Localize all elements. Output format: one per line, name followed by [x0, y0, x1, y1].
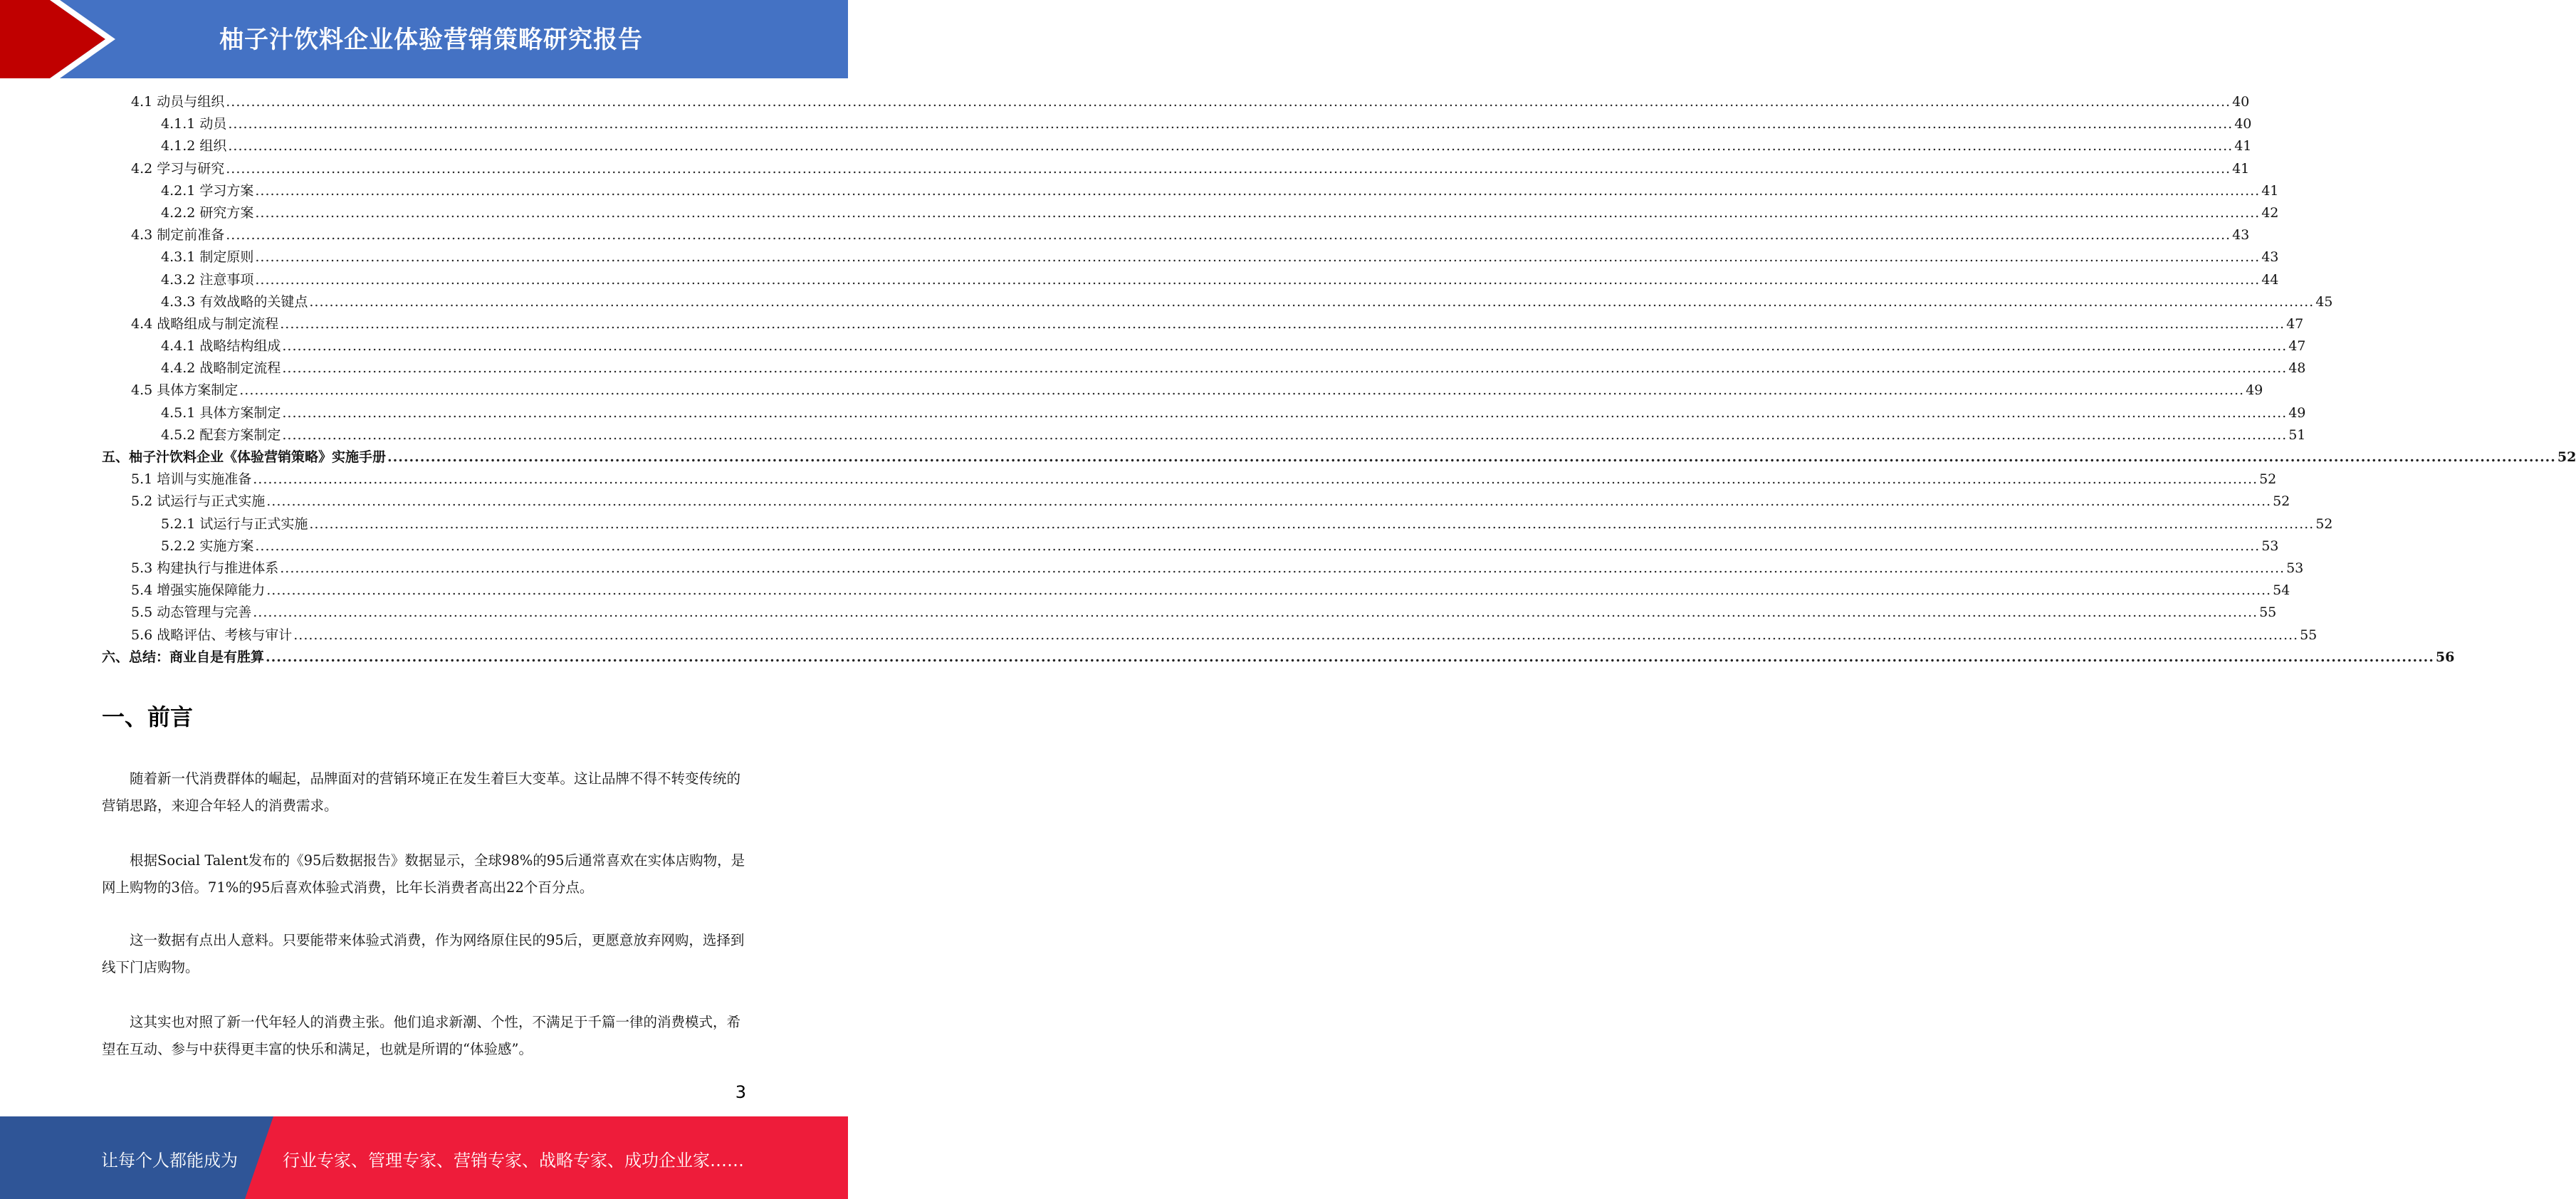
toc-entry-title: 五、柚子汁饮料企业《体验营销策略》实施手册 — [102, 449, 387, 465]
toc-entry-title: 4.2.1 学习方案 — [161, 182, 254, 199]
toc-entry[interactable] — [102, 491, 2290, 513]
page-footer — [0, 1116, 848, 1199]
toc-dot-leader: ................................................................................................................................................................................................................................................................................................................................................................................................................ — [266, 649, 2434, 665]
toc-entry[interactable] — [102, 379, 2263, 402]
toc-dot-leader: ................................................................................................................................................................................................................................................................................................................................................................................................................ — [266, 582, 2272, 599]
toc-entry-title: 5.2.2 实施方案 — [161, 538, 254, 554]
toc-entry[interactable] — [102, 446, 2576, 468]
toc-dot-leader: ................................................................................................................................................................................................................................................................................................................................................................................................................ — [255, 182, 2261, 199]
toc-entry[interactable] — [102, 224, 2250, 246]
toc-dot-leader: ................................................................................................................................................................................................................................................................................................................................................................................................................ — [280, 315, 2286, 332]
toc-entry[interactable] — [102, 513, 2333, 535]
toc-entry-page: 40 — [2234, 116, 2252, 132]
paragraph-3: 这一数据有点出人意料。只要能带来体验式消费，作为网络原住民的95后，更愿意放弃网购，选择到线下门店购物。 — [102, 932, 745, 975]
toc-dot-leader: ................................................................................................................................................................................................................................................................................................................................................................................................................ — [293, 627, 2299, 643]
toc-entry-page: 45 — [2315, 293, 2333, 310]
toc-dot-leader: ................................................................................................................................................................................................................................................................................................................................................................................................................ — [255, 249, 2261, 266]
toc-entry-title: 4.1.2 组织 — [161, 138, 227, 155]
toc-entry-page: 44 — [2261, 271, 2279, 288]
toc-entry-page: 49 — [2288, 404, 2306, 421]
toc-dot-leader: ................................................................................................................................................................................................................................................................................................................................................................................................................ — [387, 449, 2556, 465]
page-header — [0, 0, 848, 78]
toc-entry-title: 4.3.1 制定原则 — [161, 249, 254, 266]
toc-entry-page: 48 — [2288, 360, 2306, 377]
toc-dot-leader: ................................................................................................................................................................................................................................................................................................................................................................................................................ — [226, 94, 2231, 110]
toc-dot-leader: ................................................................................................................................................................................................................................................................................................................................................................................................................ — [266, 493, 2272, 510]
toc-entry-page: 47 — [2288, 338, 2306, 355]
toc-entry[interactable] — [102, 91, 2250, 113]
toc-entry-title: 4.2.2 研究方案 — [161, 204, 254, 221]
toc-entry-title: 5.1 培训与实施准备 — [131, 471, 252, 488]
paragraph-1: 随着新一代消费群体的崛起，品牌面对的营销环境正在发生着巨大变革。这让品牌不得不转变传统的营销思路，来迎合年轻人的消费需求。 — [102, 770, 741, 814]
footer-slogan-right: 行业专家、管理专家、营销专家、战略专家、成功企业家…… — [283, 1151, 744, 1171]
toc-entry-title: 4.3 制定前准备 — [131, 227, 225, 244]
toc-entry-title: 4.5 具体方案制定 — [131, 382, 239, 399]
toc-entry[interactable] — [102, 246, 2279, 268]
toc-entry-page: 55 — [2259, 604, 2277, 621]
toc-entry-page: 52 — [2273, 493, 2290, 510]
toc-entry-title: 5.5 动态管理与完善 — [131, 604, 252, 621]
toc-entry-title: 5.2 试运行与正式实施 — [131, 493, 266, 510]
toc-entry-title: 5.3 构建执行与推进体系 — [131, 560, 279, 576]
toc-entry-title: 4.5.2 配套方案制定 — [161, 426, 281, 443]
toc-dot-leader: ................................................................................................................................................................................................................................................................................................................................................................................................................ — [282, 426, 2288, 443]
toc-entry-title: 4.4.1 战略结构组成 — [161, 338, 281, 355]
toc-dot-leader: ................................................................................................................................................................................................................................................................................................................................................................................................................ — [282, 338, 2288, 355]
toc-dot-leader: ................................................................................................................................................................................................................................................................................................................................................................................................................ — [239, 382, 2245, 399]
toc-entry-title: 4.5.1 具体方案制定 — [161, 404, 281, 421]
toc-dot-leader: ................................................................................................................................................................................................................................................................................................................................................................................................................ — [255, 271, 2261, 288]
toc-entry[interactable] — [102, 557, 2304, 580]
section-heading: 一、前言 — [102, 703, 194, 731]
toc-entry[interactable] — [102, 646, 2455, 669]
toc-dot-leader: ................................................................................................................................................................................................................................................................................................................................................................................................................ — [253, 604, 2258, 621]
toc-entry-title: 5.6 战略评估、考核与审计 — [131, 627, 293, 643]
toc-entry[interactable] — [102, 624, 2318, 646]
toc-entry-title: 5.2.1 试运行与正式实施 — [161, 515, 308, 532]
toc-dot-leader: ................................................................................................................................................................................................................................................................................................................................................................................................................ — [255, 204, 2261, 221]
toc-entry[interactable] — [102, 535, 2279, 557]
toc-dot-leader: ................................................................................................................................................................................................................................................................................................................................................................................................................ — [255, 538, 2261, 554]
toc-entry-page: 56 — [2435, 649, 2455, 665]
toc-entry-page: 47 — [2286, 315, 2304, 332]
toc-entry-page: 52 — [2315, 515, 2333, 532]
toc-dot-leader: ................................................................................................................................................................................................................................................................................................................................................................................................................ — [228, 116, 2234, 132]
toc-entry[interactable] — [102, 135, 2252, 157]
toc-entry[interactable] — [102, 313, 2304, 335]
toc-entry-title: 六、总结：商业自是有胜算 — [102, 649, 265, 665]
toc-entry-page: 43 — [2261, 249, 2279, 266]
toc-entry[interactable] — [102, 468, 2277, 491]
toc-entry[interactable] — [102, 580, 2290, 602]
toc-entry-page: 52 — [2259, 471, 2277, 488]
document-title: 柚子汁饮料企业体验营销策略研究报告 — [219, 26, 643, 54]
toc-entry-page: 42 — [2261, 204, 2279, 221]
paragraph-4: 这其实也对照了新一代年轻人的消费主张。他们追求新潮、个性，不满足于千篇一律的消费模式，希望在互动、参与中获得更丰富的快乐和满足，也就是所谓的“体验感”。 — [102, 1014, 741, 1057]
toc-entry-page: 55 — [2300, 627, 2318, 643]
toc-entry[interactable] — [102, 113, 2252, 135]
toc-entry[interactable] — [102, 357, 2306, 379]
toc-dot-leader: ................................................................................................................................................................................................................................................................................................................................................................................................................ — [226, 160, 2231, 177]
toc-entry[interactable] — [102, 180, 2279, 202]
toc-entry[interactable] — [102, 335, 2306, 357]
toc-dot-leader: ................................................................................................................................................................................................................................................................................................................................................................................................................ — [280, 560, 2286, 576]
toc-entry-title: 4.4.2 战略制定流程 — [161, 360, 281, 377]
toc-entry-title: 4.4 战略组成与制定流程 — [131, 315, 279, 332]
toc-entry-title: 4.2 学习与研究 — [131, 160, 225, 177]
toc-entry[interactable] — [102, 424, 2306, 446]
toc-entry[interactable] — [102, 202, 2279, 224]
toc-dot-leader: ................................................................................................................................................................................................................................................................................................................................................................................................................ — [282, 404, 2288, 421]
toc-entry[interactable] — [102, 269, 2279, 291]
page-number: 3 — [735, 1082, 746, 1102]
toc-entry-title: 4.3.3 有效战略的关键点 — [161, 293, 308, 310]
toc-entry-page: 51 — [2288, 426, 2306, 443]
toc-entry-page: 54 — [2273, 582, 2290, 599]
toc-entry-page: 52 — [2557, 449, 2576, 465]
toc-dot-leader: ................................................................................................................................................................................................................................................................................................................................................................................................................ — [282, 360, 2288, 377]
toc-entry-page: 53 — [2286, 560, 2304, 576]
toc-entry-page: 41 — [2261, 182, 2279, 199]
toc-entry-page: 41 — [2234, 138, 2252, 155]
paragraph-2: 根据Social Talent发布的《95后数据报告》数据显示，全球98%的95后通常喜欢在实体店购物，是网上购物的3倍。71%的95后喜欢体验式消费，比年长消费者高出22个百分点。 — [102, 852, 745, 896]
toc-entry[interactable] — [102, 291, 2333, 313]
toc-entry-title: 4.1 动员与组织 — [131, 94, 225, 110]
toc-dot-leader: ................................................................................................................................................................................................................................................................................................................................................................................................................ — [309, 293, 2315, 310]
toc-entry-page: 43 — [2232, 227, 2250, 244]
toc-dot-leader: ................................................................................................................................................................................................................................................................................................................................................................................................................ — [226, 227, 2231, 244]
toc-entry-title: 4.1.1 动员 — [161, 116, 227, 132]
toc-entry[interactable] — [102, 158, 2250, 180]
table-of-contents — [102, 91, 2576, 669]
toc-entry-title: 4.3.2 注意事项 — [161, 271, 254, 288]
toc-dot-leader: ................................................................................................................................................................................................................................................................................................................................................................................................................ — [309, 515, 2315, 532]
toc-entry-page: 40 — [2232, 94, 2250, 110]
toc-dot-leader: ................................................................................................................................................................................................................................................................................................................................................................................................................ — [253, 471, 2258, 488]
toc-entry-title: 5.4 增强实施保障能力 — [131, 582, 266, 599]
toc-dot-leader: ................................................................................................................................................................................................................................................................................................................................................................................................................ — [228, 138, 2234, 155]
toc-entry[interactable] — [102, 402, 2306, 424]
footer-slogan-left: 让每个人都能成为 — [101, 1151, 238, 1171]
toc-entry-page: 53 — [2261, 538, 2279, 554]
toc-entry-page: 49 — [2246, 382, 2263, 399]
toc-entry[interactable] — [102, 602, 2277, 624]
toc-entry-page: 41 — [2232, 160, 2250, 177]
